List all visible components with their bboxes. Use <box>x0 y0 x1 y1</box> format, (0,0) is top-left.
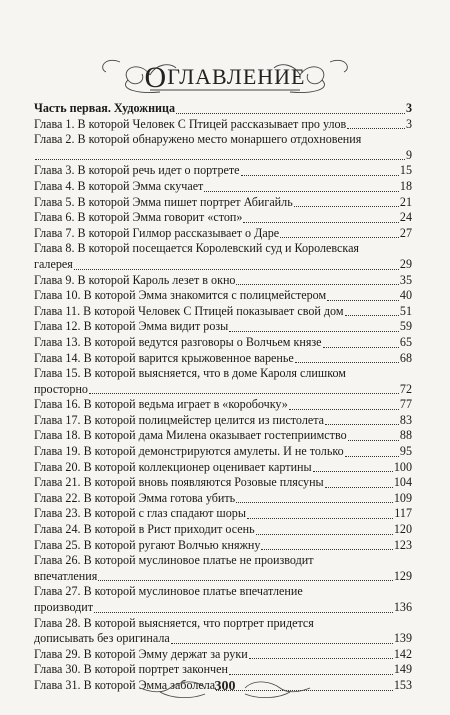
toc-entry <box>34 319 412 335</box>
toc-entry-line: Глава 2. В которой обнаружено место монаршего отдохновения <box>34 132 362 147</box>
toc-entry-title: Глава 16. В которой ведьма играет в «коробочку» <box>34 397 288 412</box>
toc-part-heading <box>34 101 412 117</box>
toc-entry-page: 142 <box>393 646 412 661</box>
toc-entry-page: 51 <box>399 303 412 318</box>
toc-entry-title: Глава 29. В которой Эмму держат за руки <box>34 646 248 661</box>
toc-entry-title: Глава 11. В которой Человек С Птицей показывает свой дом <box>34 303 344 318</box>
toc-entry-page: 117 <box>394 506 412 521</box>
toc-entry <box>34 195 412 211</box>
toc-entry-line: Глава 27. В которой муслиновое платье впечатление <box>34 584 303 599</box>
toc-entry-page: 123 <box>393 537 412 552</box>
toc-entry-title: Глава 25. В которой ругают Волчью княжну <box>34 537 261 552</box>
toc-entry <box>34 600 412 616</box>
toc-leader-dots <box>295 362 399 363</box>
toc-entry <box>34 273 412 289</box>
toc-entry-title: Глава 5. В которой Эмма пишет портрет Абигайль <box>34 194 293 209</box>
toc-entry-page: 139 <box>393 631 412 646</box>
toc-entry-title: Глава 10. В которой Эмма знакомится с полицмейстером <box>34 288 327 303</box>
toc-entry <box>34 475 412 491</box>
toc-leader-dots <box>249 658 393 659</box>
toc-entry-page: 18 <box>399 178 412 193</box>
toc-leader-dots <box>345 456 399 457</box>
toc-entry-page: 29 <box>399 256 412 271</box>
toc-entry <box>34 179 412 195</box>
toc-entry-title: просторно <box>34 381 88 396</box>
toc-leader-dots <box>327 300 399 301</box>
toc-leader-dots <box>241 175 399 176</box>
toc-entry-title: Глава 31. В которой Эмма заболела <box>34 677 216 692</box>
toc-entry-title: Глава 6. В которой Эмма говорит «стоп» <box>34 210 243 225</box>
title-rest: ГЛАВЛЕНИЕ <box>167 64 306 89</box>
toc-entry-page: 88 <box>399 428 412 443</box>
toc-leader-dots <box>176 113 405 114</box>
toc-leader-dots <box>345 315 399 316</box>
toc-entry <box>34 163 412 179</box>
toc-entry-title: Глава 18. В которой дама Милена оказывает гостеприимство <box>34 428 347 443</box>
toc-entry-page: 21 <box>399 194 412 209</box>
page-title <box>0 61 450 95</box>
toc-entry-page: 59 <box>399 319 412 334</box>
toc-entry <box>34 631 412 647</box>
toc-entry <box>34 491 412 507</box>
toc-entry-title: галерея <box>34 256 73 271</box>
toc-leader-dots <box>94 612 393 613</box>
toc-entry <box>34 460 412 476</box>
toc-entry-page: 65 <box>399 334 412 349</box>
toc-leader-dots <box>323 347 399 348</box>
toc-entry <box>34 397 412 413</box>
toc-entry-page: 109 <box>393 490 412 505</box>
toc-entry-title: Глава 3. В которой речь идет о портрете <box>34 163 240 178</box>
toc-leader-dots <box>243 222 398 223</box>
toc-entry <box>34 210 412 226</box>
toc-leader-dots <box>256 534 393 535</box>
toc-entry <box>34 257 412 273</box>
toc-entry-line: Глава 26. В которой муслиновое платье не производит <box>34 553 314 568</box>
toc-entry-title: Глава 17. В которой полицмейстер целится из пистолета <box>34 412 325 427</box>
toc-entry-title: Глава 13. В которой ведутся разговоры о Волчьем князе <box>34 334 322 349</box>
toc-leader-dots <box>89 393 399 394</box>
toc-leader-dots <box>325 487 393 488</box>
toc-leader-dots <box>294 206 399 207</box>
toc-leader-dots <box>289 409 399 410</box>
toc-entry <box>34 288 412 304</box>
toc-leader-dots <box>35 159 405 160</box>
toc-entry-page: 15 <box>399 163 412 178</box>
toc-entry-title: Глава 24. В которой в Рист приходит осень <box>34 522 255 537</box>
toc-entry <box>34 226 412 242</box>
toc-leader-dots <box>98 580 393 581</box>
toc-leader-dots <box>229 331 399 332</box>
table-of-contents <box>34 101 412 694</box>
toc-entry-title: Глава 1. В которой Человек С Птицей рассказывает про улов <box>34 116 347 131</box>
toc-entry-page: 129 <box>393 568 412 583</box>
toc-entry-page: 153 <box>393 677 412 692</box>
title-capital: О <box>144 61 168 94</box>
toc-leader-dots <box>247 518 393 519</box>
toc-entry <box>34 413 412 429</box>
toc-entry-title: впечатления <box>34 568 98 583</box>
toc-entry-page: 77 <box>399 397 412 412</box>
page-footer <box>0 674 450 702</box>
toc-entry <box>34 148 412 164</box>
toc-entry-page: 9 <box>405 147 412 162</box>
toc-entry-title: Глава 23. В которой с глаз спадают шоры <box>34 506 246 521</box>
toc-entry <box>34 569 412 585</box>
toc-entry-title: Глава 20. В которой коллекционер оценивает картины <box>34 459 312 474</box>
toc-leader-dots <box>325 424 399 425</box>
toc-entry-title: Глава 9. В которой Кароль лезет в окно <box>34 272 236 287</box>
toc-entry-title: Глава 12. В которой Эмма видит розы <box>34 319 229 334</box>
toc-entry <box>34 538 412 554</box>
toc-entry-page: 104 <box>393 475 412 490</box>
toc-entry-page: 120 <box>393 522 412 537</box>
toc-entry-title: Глава 7. В которой Гилмор рассказывает о Даре <box>34 225 280 240</box>
toc-leader-dots <box>313 471 393 472</box>
toc-entry-page: 27 <box>399 225 412 240</box>
toc-leader-dots <box>280 237 399 238</box>
toc-leader-dots <box>74 269 399 270</box>
toc-entry-line: Глава 8. В которой посещается Королевский суд и Королевская <box>34 241 359 256</box>
toc-entry-page: 68 <box>399 350 412 365</box>
toc-entry <box>34 522 412 538</box>
toc-entry-page: 40 <box>399 288 412 303</box>
toc-entry-line: Глава 28. В которой выясняется, что портрет придется <box>34 615 314 630</box>
toc-entry <box>34 335 412 351</box>
toc-entry-title: дописывать без оригинала <box>34 631 170 646</box>
toc-entry-title: Глава 30. В которой портрет закончен <box>34 662 228 677</box>
toc-entry-title: производит <box>34 600 94 614</box>
toc-entry-title: Глава 19. В которой демонстрируются амулеты. И не только <box>34 444 344 459</box>
toc-entry-page: 3 <box>405 116 412 131</box>
toc-part-page: 3 <box>405 101 412 115</box>
toc-entry <box>34 647 412 663</box>
toc-leader-dots <box>348 440 399 441</box>
toc-leader-dots <box>261 549 392 550</box>
toc-entry <box>34 117 412 133</box>
toc-entry <box>34 304 412 320</box>
toc-entry-page: 72 <box>399 381 412 396</box>
toc-entry-title: Глава 22. В которой Эмма готова убить <box>34 490 236 505</box>
toc-entry-page: 83 <box>399 412 412 427</box>
toc-leader-dots <box>171 643 393 644</box>
toc-entry-title: Глава 14. В которой варится крыжовенное варенье <box>34 350 294 365</box>
toc-entry-line: Глава 15. В которой выясняется, что в доме Кароля слишком <box>34 366 346 381</box>
toc-entry <box>34 444 412 460</box>
toc-entry-page: 136 <box>393 600 412 614</box>
toc-entry-page: 100 <box>393 459 412 474</box>
toc-entry-page: 149 <box>393 662 412 677</box>
toc-entry-page: 35 <box>399 272 412 287</box>
toc-leader-dots <box>204 191 399 192</box>
toc-entry-title: Глава 4. В которой Эмма скучает <box>34 178 204 193</box>
toc-header <box>0 50 450 100</box>
toc-entry <box>34 506 412 522</box>
toc-entry-title: Глава 21. В которой вновь появляются Розовые плясуны <box>34 475 324 490</box>
toc-part-title: Часть первая. Художница <box>34 101 176 115</box>
toc-leader-dots <box>236 284 398 285</box>
toc-leader-dots <box>347 128 405 129</box>
toc-entry-page: 95 <box>399 444 412 459</box>
toc-entry <box>34 351 412 367</box>
toc-entry <box>34 428 412 444</box>
toc-leader-dots <box>236 502 393 503</box>
page-number: 300 <box>214 679 236 694</box>
toc-entry <box>34 382 412 398</box>
toc-entry-page: 24 <box>399 210 412 225</box>
